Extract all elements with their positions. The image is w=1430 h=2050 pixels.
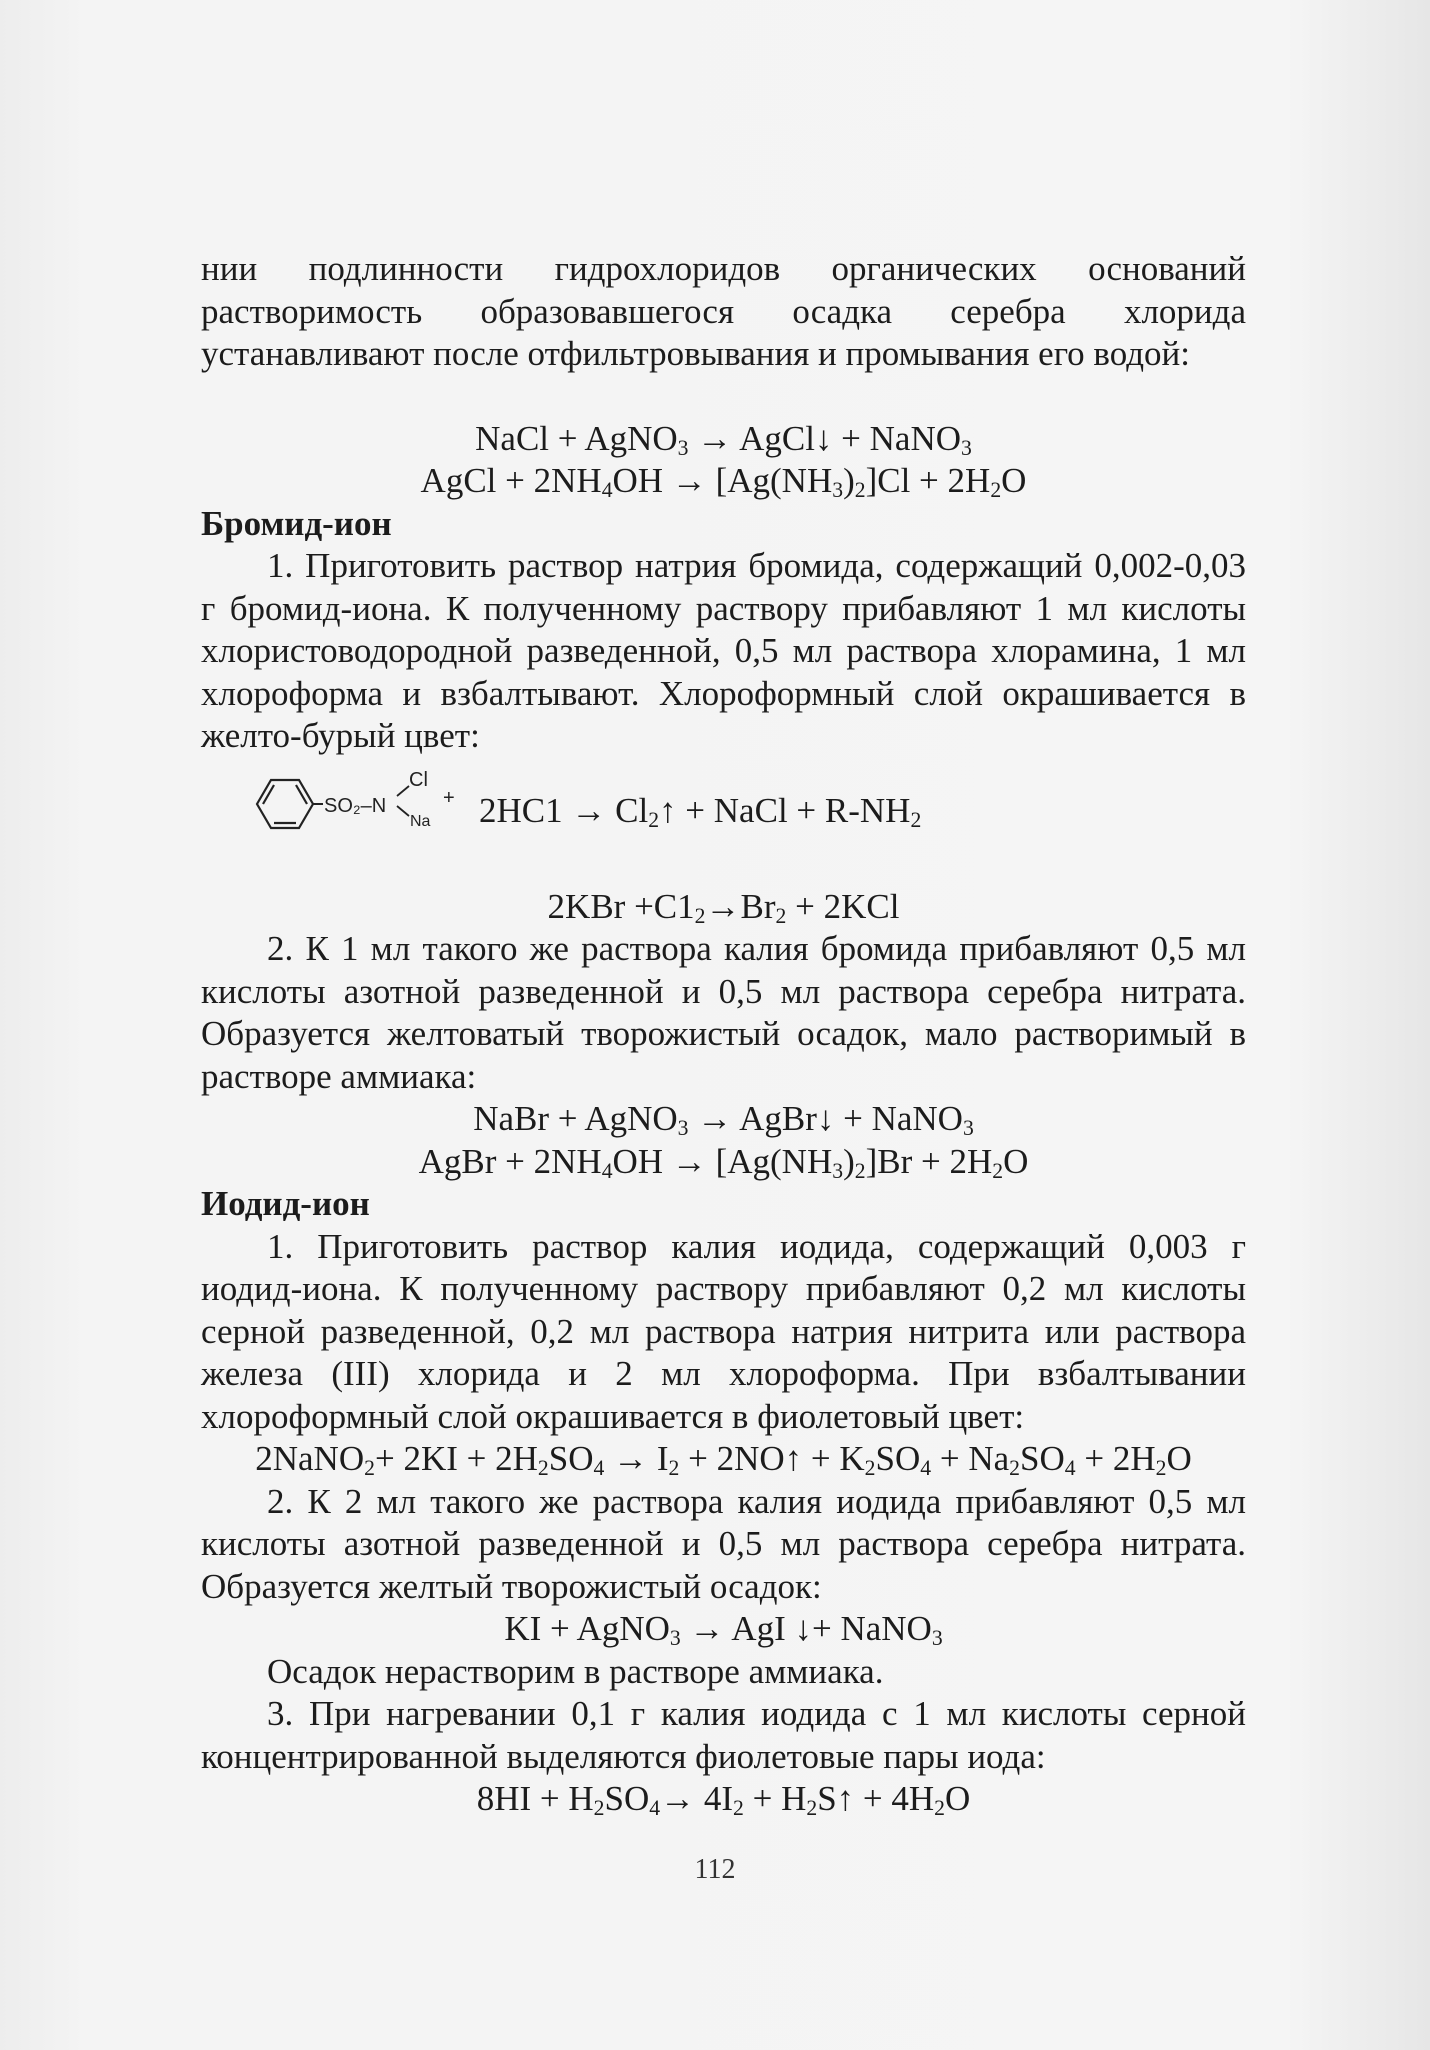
chloramine-reaction-rest: $2HC1 \to Cl_2↑$ + NaCl + $R-NH_2$ <box>479 790 922 832</box>
equation-nabr-agno3: NaBr + AgNO$_3$ → AgBr↓ + NaNO$_3$ <box>473 1099 974 1140</box>
benzene-ring-icon <box>257 780 313 828</box>
iodide-item-2: 2. К 2 мл такого же раствора калия иодида прибавляют 0,5 мл кислоты азотной разведенной и 0,5 мл раствора серебра нитрата. Образуется желтый творожистый осадок: <box>201 1481 1246 1606</box>
intro-paragraph: нии подлинности гидрохлоридов органических оснований растворимость образовавшегося осадка серебра хлорида устанавливают после отфильтровывания и промывания его водой: <box>201 249 1246 373</box>
chloramine-structure <box>249 760 479 838</box>
na-label: Na <box>410 812 431 830</box>
chloramine-reaction <box>201 766 1246 850</box>
plus-label: + <box>443 786 455 809</box>
equation-nacl-agno3: NaCl + AgNO$_3$ → AgCl↓ + NaNO$_3$ <box>475 418 972 460</box>
iodide-item-1: 1. Приготовить раствор калия иодида, содержащий 0,003 г иодид-иона. К полученному раствору прибавляют 0,2 мл кислоты серной разведенной, 0,2 мл раствора натрия нитрита или раствора железа (III) хлорида и 2 мл хлороформа. При взбалтывании хлороформный слой окрашивается в фиолетовый цвет: <box>201 1226 1246 1436</box>
iodide-item-3: 3. При нагревании 0,1 г калия иодида с 1 мл кислоты серной концентрированной выделяются фиолетовые пары иода: <box>201 1694 1246 1776</box>
bromide-item-2: 2. К 1 мл такого же раствора калия бромида прибавляют 0,5 мл кислоты азотной разведенной и 0,5 мл раствора серебра нитрата. Образуется желтоватый творожистый осадок, мало растворимый в растворе аммиака: <box>201 929 1246 1096</box>
iodide-note: Осадок нерастворим в растворе аммиака. <box>267 1651 884 1691</box>
equation-agcl-nh4oh: AgCl + $2NH_4OH \to [Ag(NH_3)_2]Cl + 2H_2O$ <box>420 461 1027 502</box>
page-content <box>201 248 1246 1821</box>
cl-label: Cl <box>409 768 428 791</box>
equation-nano2-ki: 2NaNO$_2$+ $2KI + 2H_2SO_4 \to I_2$ + 2NO↑ + $K_2SO_4 + Na_2SO_4 + 2H_2O$ <box>255 1439 1192 1480</box>
equation-agbr-nh4oh: AgBr + $2NH_4OH \to [Ag(NH_3)_2]Br + 2H_2O$ <box>418 1141 1029 1183</box>
equation-kbr-cl2: $2KBr +C1_2\to Br_2 + 2KCl$ <box>547 886 900 928</box>
equation-ki-agno3: KI + AgNO$_3$ → AgI ↓+ NaNO$_3$ <box>504 1609 943 1650</box>
bromide-item-1: 1. Приготовить раствор натрия бромида, содержащий 0,002-0,03 г бромид-иона. К полученному раствору прибавляют 1 мл кислоты хлористоводородной разведенной, 0,5 мл раствора хлорамина, 1 мл хлороформа и взбалтывают. Хлороформный слой окрашивается в желто-бурый цвет: <box>201 546 1246 755</box>
equation-hi-h2so4: $8HI + H_2SO_4\to 4I_2$ + $H_2S↑ + 4H_2O$ <box>476 1779 971 1820</box>
so2n-label: SO₂–N <box>324 794 387 817</box>
heading-iodide: Иодид-ион <box>201 1184 370 1223</box>
heading-bromide: Бромид-ион <box>201 503 392 543</box>
page-number: 112 <box>694 1854 736 1885</box>
